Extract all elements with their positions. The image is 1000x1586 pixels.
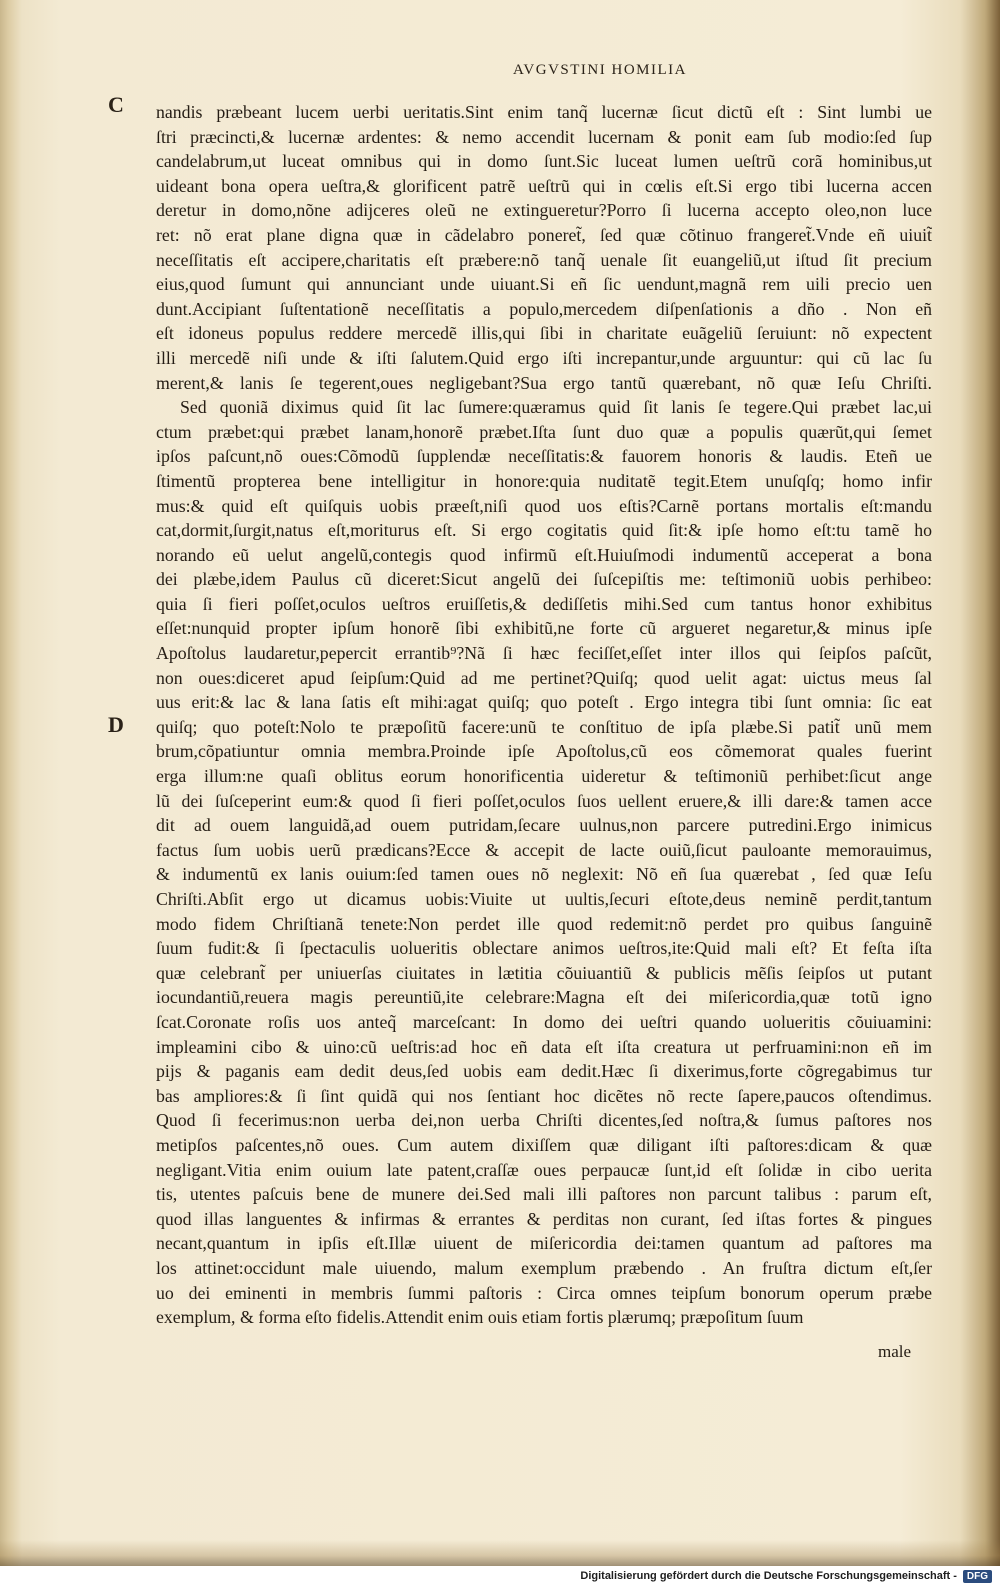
text-line: bas ampliores:& ſi ſint quidã qui nos ſentiant hoc dicẽtes nõ recte ſapere,paucos oſtendimus.: [156, 1085, 932, 1106]
text-line: nandis præbeant lucem uerbi ueritatis.Sint enim tanq̃ lucernæ ſicut dictũ eſt : Sint lumbi ue: [156, 102, 932, 122]
body-text: [156, 100, 932, 1330]
text-line: neceſſitatis eſt accipere,charitatis eſt præbere:nõ tanq̃ uenale ſit euangeliũ,ut iſtud ſit precium: [156, 249, 932, 270]
text-line: lũ dei ſuſceperint eum:& quod ſi fieri poſſet,oculos ſuos uellent eruere,& illi dare:& tamen acce: [156, 790, 932, 811]
text-line: Sed quoniã diximus quid ſit lac ſumere:quæramus quid ſit lanis ſe tegere.Qui præbet lac,ui: [180, 397, 932, 418]
text-line: Quod ſi fecerimus:non uerba dei,non uerba Chriſti dicentes,ſed noſtra,& ſumus paſtores nos: [156, 1110, 932, 1131]
text-line: dei plæbe,idem Paulus cũ diceret:Sicut angelũ dei ſuſcepiſtis me: teſtimoniũ uobis perhibeo:: [156, 569, 932, 590]
text-line: Apoſtolus laudaretur,pepercit errantib⁹?Nã ſi hæc feciſſet,eſſet inter illos qui ſeipſos paſcũt,: [156, 643, 932, 664]
text-line: dit ad ouem languidã,ad ouem putridam,ſecare uulnus,non parcere putredini.Ergo inimicus: [156, 815, 932, 836]
text-line: iocundantiũ,reuera magis pereuntiũ,ite celebrare:Magna eſt dei miſericordia,quæ totũ igno: [156, 987, 932, 1008]
margin-marker-c: C: [108, 92, 124, 117]
text-line: ctum præbet:qui præbet lanam,honorẽ præbet.Iſta ſunt duo quæ a populis quærũt,qui ſemet: [156, 421, 932, 442]
text-line: factus ſum uobis uerũ prædicans?Ecce & accepit de lacte ouiũ,ſicut pauloante memorauimus,: [156, 839, 932, 860]
text-line: merent,& lanis ſe tegerent,oues negligebant?Sua ergo tantũ quærebant, nõ quæ Ieſu Chriſti.: [156, 372, 932, 393]
text-line: deretur in domo,nõne adijceres oleũ ne extingueretur?Porro ſi lucerna accepto oleo,non luce: [156, 200, 932, 221]
text-line: ret: nõ erat plane digna quæ in cãdelabro poneret̃, ſed quæ cõtinuo frangeret̃.Vnde eñ uiuit̃: [156, 224, 932, 245]
text-line: candelabrum,ut luceat omnibus qui in domo ſunt.Sic luceat lumen ueſtrũ corã hominibus,ut: [156, 151, 932, 172]
text-line: ipſos paſcunt,nõ oues:Cõmodũ ſupplendæ neceſſitatis:& fauorem honoris & laudis. Eteñ ue: [156, 446, 932, 467]
text-line: quæ celebrant̃ per uniuerſas ciuitates in lætitia cõuiuantiũ & publicis mẽſis ſeipſos ut putant: [156, 962, 932, 983]
running-head: [0, 62, 1000, 79]
text-line: mus:& quid eſt quiſquis uobis præeſt,niſi quod uos eſtis?Carnẽ portans mortalis eſt:mandu: [156, 495, 932, 516]
text-line: Chriſti.Abſit ergo ut dicamus uobis:Viuite ut uultis,ſecuri eſtote,deus neminẽ perdit,tantum: [156, 889, 932, 909]
digitization-footer: [0, 1566, 1000, 1586]
text-line: modo fidem Chriſtianã tenete:Non perdet ille quod redemit:nõ perdet pro quibus ſanguinẽ: [156, 913, 932, 934]
text-line: uideant bona opera ueſtra,& glorificent patrẽ ueſtrũ qui in cœlis eſt.Si ergo tibi lucerna accen: [156, 175, 932, 196]
text-line: cat,dormit,ſurgit,natus eſt,moriturus eſt. Si ergo cogitatis quid ſit:& ipſe homo eſt:tu tamẽ ho: [156, 520, 932, 541]
footer-credit: Digitalisierung gefördert durch die Deutsche Forschungsgemeinschaft -: [580, 1570, 957, 1582]
text-line: ſuum fudit:& ſi ſpectaculis uolueritis oblectare animos ueſtros,ite:Quid mali eſt? Et feſta iſta: [156, 938, 932, 959]
text-line: ſtri præcincti,& lucernæ ardentes: & nemo accendit lucernam & ponit eam ſub modio:ſed ſup: [156, 126, 932, 147]
text-line: & indumentũ ex lanis ouium:ſed tamen oues nõ neglexit: Nõ eñ ſua quærebat , ſed quæ Ieſu: [156, 864, 932, 885]
catchword: male: [878, 1342, 912, 1361]
text-line: quiſq; quo poteſt:Nolo te præpoſitũ facere:unũ te conſtituo de ipſa plæbe.Si patit̃ unũ mem: [156, 716, 932, 737]
text-line: negligant.Vitia enim ouium late patent,craſſæ oues perpaucæ ſunt,id eſt ſolidæ in cibo uerita: [156, 1159, 932, 1180]
text-line: pijs & paganis eam dedit deus,ſed uobis eam dedit.Hæc ſi dixerimus,forte cõgregabimus tur: [156, 1061, 932, 1082]
text-line: los attinet:occidunt male uiuendo, malum exemplum præbendo . An fruſtra dictum eſt,ſer: [156, 1257, 932, 1278]
text-line: non oues:diceret apud ſeipſum:Quid ad me pertinet?Quiſq; quod uelit agat: uictus meus ſal: [156, 667, 932, 688]
text-line: exemplum, & forma eſto fidelis.Attendit enim ouis etiam fortis plærumq; præpoſitum ſuum: [156, 1307, 804, 1328]
text-line: impleamini cibo & uino:cũ ueſtris:ad hoc eñ data eſt iſta creatura ut perfruamini:non eñ im: [156, 1036, 932, 1057]
text-line: necant,quantum in ipſis eſt.Illæ uiuent de miſericordia dei:tamen quantum ad paſtores ma: [156, 1233, 932, 1254]
text-line: ſcat.Coronate roſis uos anteq̃ marceſcant: In domo dei ueſtri quando uolueritis cõuiuamini:: [156, 1011, 932, 1032]
text-line: eſſet:nunquid propter ipſum honorẽ ſibi exhibitũ,ne forte cũ argueret negaretur,& minus ipſe: [156, 618, 932, 639]
margin-marker-d: D: [108, 712, 124, 737]
text-line: tis, utentes paſcuis bene de munere dei.Sed mali illi paſtores non parcunt talibus : parum eſt,: [156, 1184, 932, 1205]
text-line: eſt idoneus populus reddere mercedẽ illis,qui ſibi in charitate euãgeliũ ſeruiunt: nõ expectent: [156, 323, 932, 344]
text-line: eius,quod ſumunt qui annunciant unde uiuant.Si eñ ſic uendunt,magnã rem uili precio uen: [156, 274, 932, 295]
running-title: AVGVSTINI HOMILIA: [513, 62, 687, 78]
text-line: quod illas languentes & infirmas & errantes & perditas non curant, ſed iſtas fortes & pingues: [156, 1208, 932, 1229]
text-line: quia ſi fieri poſſet,oculos ueſtros eruiſſetis,& dediſſetis mihi.Sed cum tantus honor exhibitus: [156, 593, 932, 614]
text-line: erga illum:ne quaſi oblitus eorum honorificentia uideretur & teſtimoniũ perhibet:ſicut ange: [156, 766, 932, 787]
text-line: metipſos paſcentes,nõ oues. Cum autem dixiſſem quæ diligant iſti paſtores:dicam & quæ: [156, 1134, 932, 1155]
dfg-logo: DFG: [963, 1570, 992, 1583]
text-line: dunt.Accipiant ſuſtentationẽ neceſſitatis a populo,mercedem diſpenſationis a dño . Non eñ: [156, 298, 932, 319]
text-line: illi mercedẽ niſi unde & iſti ſalutem.Quid ergo iſti increpantur,unde arguuntur: qui cũ lac ſu: [156, 347, 932, 368]
text-line: uo dei eminenti in membris ſummi paſtoris : Circa omnes teipſum bonorum operum præbe: [156, 1282, 932, 1303]
text-line: uus erit:& lac & lana ſatis eſt mihi:agat quiſq; quo poteſt . Ergo integra tibi ſunt omnia: ſic eat: [156, 692, 932, 713]
text-line: ſtimentũ propterea bene intelligitur in honore:quia nuditatẽ tegit.Etem unuſqſq; homo infir: [156, 470, 932, 491]
page-edge-shadow: [0, 1540, 1000, 1566]
text-line: norando eũ uelut angelũ,contegis quod infirmũ eſt.Huiuſmodi indumentũ acceperat a bona: [156, 544, 932, 565]
text-line: brum,cõpatiuntur omnia membra.Proinde ipſe Apoſtolus,cũ eos cõmemorat quales fuerint: [156, 741, 932, 762]
